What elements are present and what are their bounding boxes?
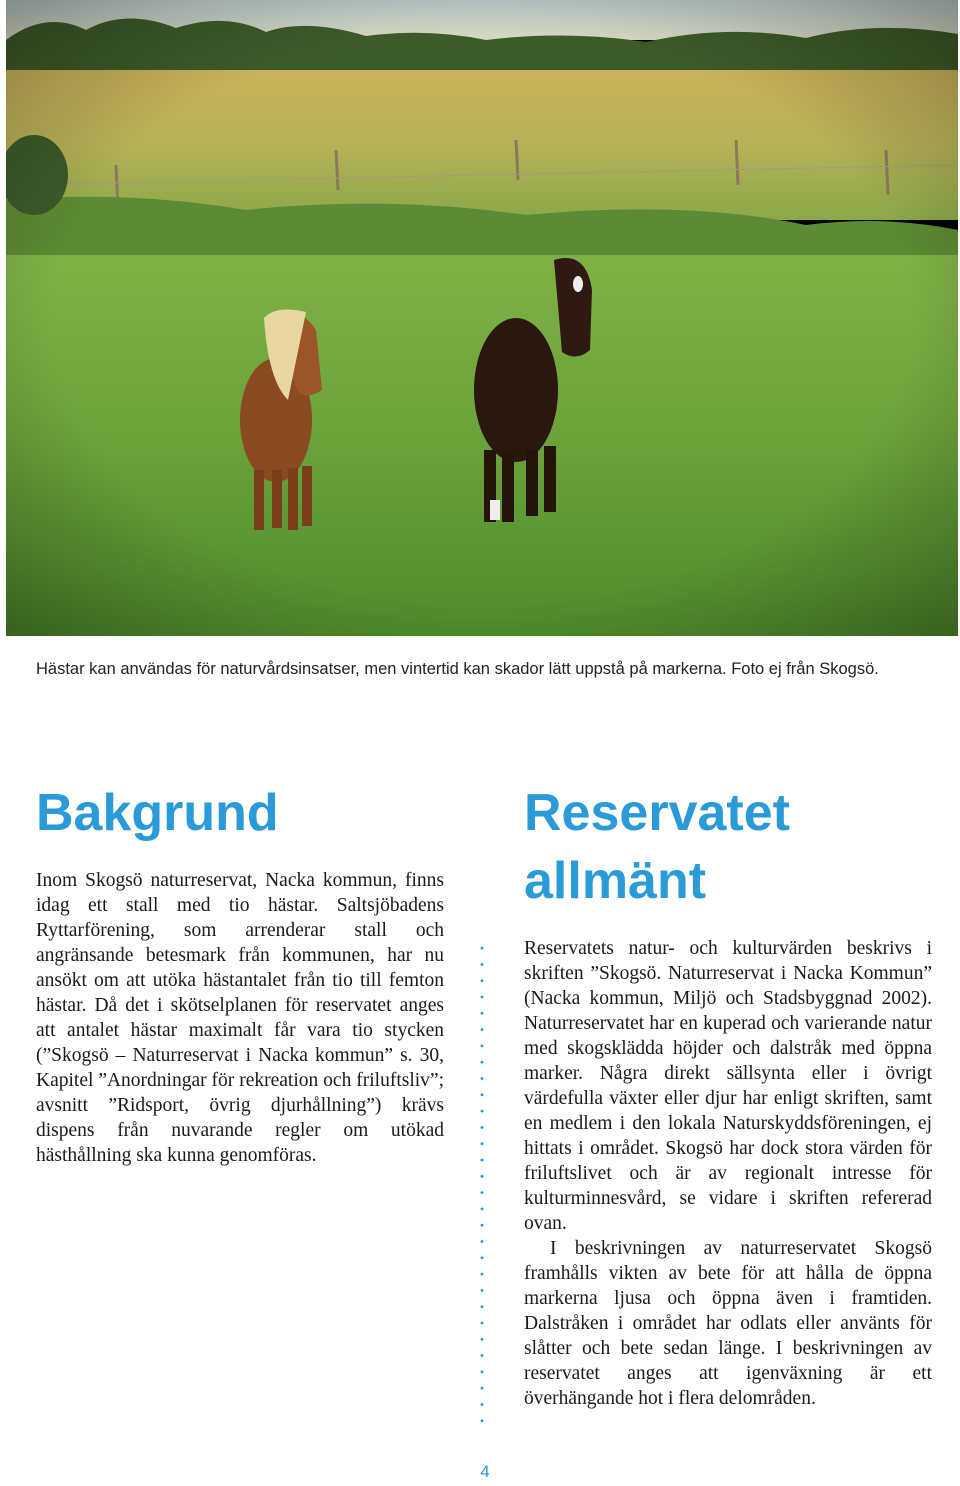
page-number: 4	[480, 1462, 490, 1481]
reservatet-paragraph-1: Reservatets natur- och kulturvärden beskrivs i skriften ”Skogsö. Naturreservat i Nacka Kommun” (Nacka kommun, Miljö och Stadsbyggnad 2002). Naturreservatet har en kuperad och varierande natur med skogsklädda höjder och dalstråk med öppna marker. Några direkt sällsynta eller i övrigt värdefulla växter eller djur har enligt skriften, samt en medlem i den lokala Naturskyddsföreningen, ej hittats i området. Skogsö har dock stora värden för friluftslivet och är av regionalt intresse för kulturminnesvård, se vidare i skriften refererad ovan.	[524, 938, 932, 1234]
heading-bakgrund: Bakgrund	[36, 784, 279, 842]
heading-line-1: Reservatet	[524, 784, 790, 842]
heading-reservatet-allmant	[524, 783, 924, 911]
photo-caption: Hästar kan användas för naturvårdsinsatser, men vintertid kan skador lätt uppstå på markerna. Foto ej från Skogsö.	[36, 660, 879, 678]
heading-line-2: allmänt	[524, 852, 707, 910]
horses-photo	[6, 0, 958, 636]
reservatet-paragraph-2: I beskrivningen av naturreservatet Skogsö framhålls vikten av bete för att hålla de öppna markerna ljusa och öppna även i framtiden. Dalstråken i området har odlats eller använts för slåtter och bete sedan länge. I beskrivningen av reservatet anges att igenväxning är ett överhängande hot i flera delområden.	[524, 1238, 932, 1409]
reservatet-text	[524, 936, 932, 1411]
dotted-divider	[480, 940, 484, 1430]
bakgrund-text: Inom Skogsö naturreservat, Nacka kommun, finns idag ett stall med tio hästar. Saltsjöbadens Ryttarförening, som arrenderar stall och angränsande betesmark från kommunen, har nu ansökt om att utöka hästantalet från tio till femton hästar. Då det i skötselplanen för reservatet anges att antalet hästar maximalt får vara tio stycken (”Skogsö – Naturreservat i Nacka kommun” s. 30, Kapitel ”Anordningar för rekreation och friluftsliv”; avsnitt ”Ridsport, övrig djurhållning”) krävs dispens från nuvarande regler om utökad hästhållning ska kunna genomföras.	[36, 870, 444, 1166]
